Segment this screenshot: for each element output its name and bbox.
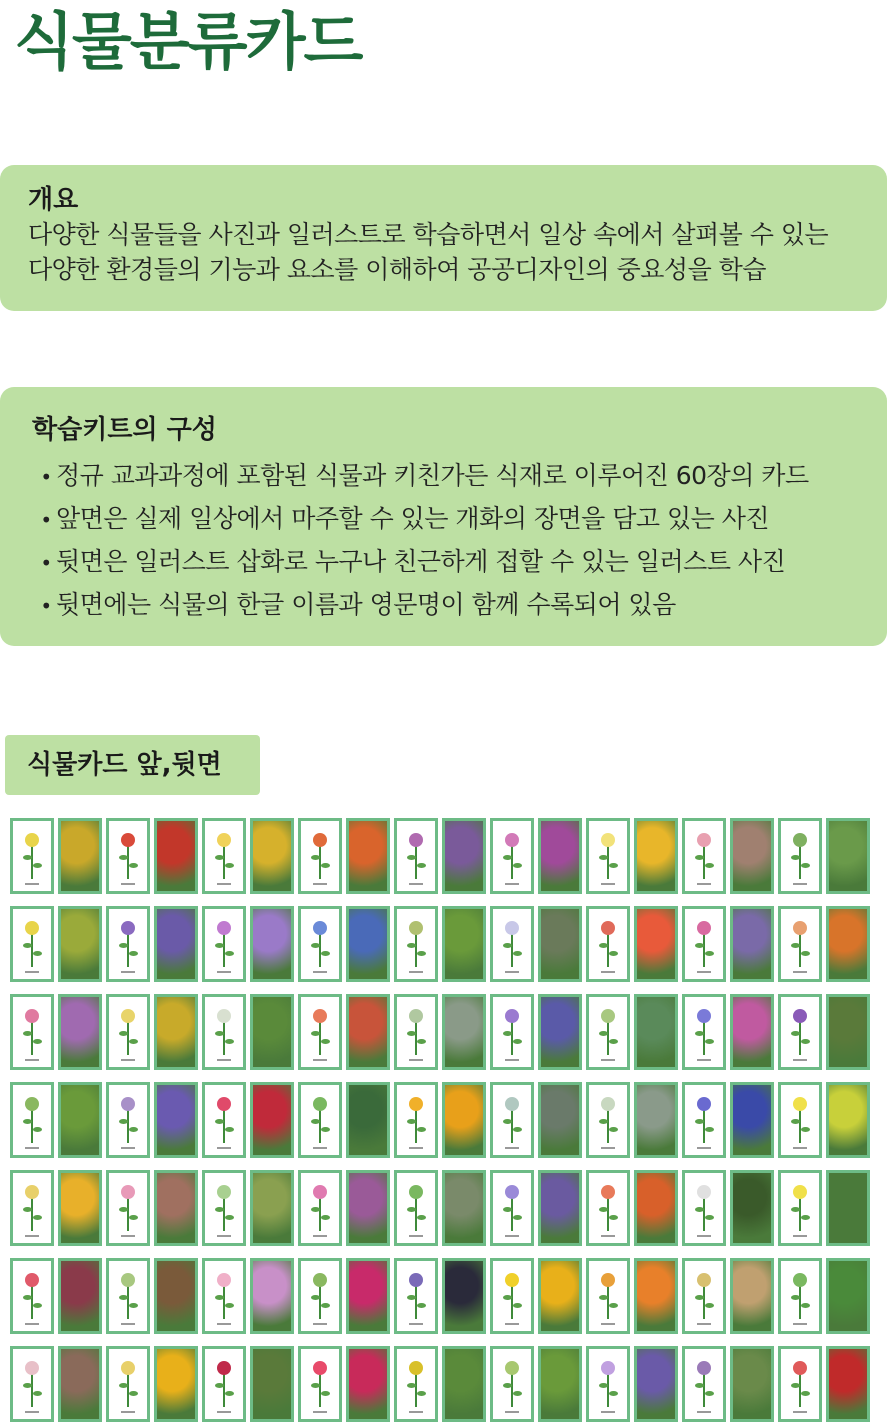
plant-card-photo	[826, 1346, 870, 1422]
plant-card-illustration	[778, 994, 822, 1070]
plant-card-illustration	[586, 906, 630, 982]
plant-card-illustration	[298, 1346, 342, 1422]
plant-card-illustration	[778, 1346, 822, 1422]
plant-card-photo	[826, 818, 870, 894]
plant-card-photo	[154, 994, 198, 1070]
plant-card-photo	[346, 1346, 390, 1422]
plant-card-illustration	[490, 1346, 534, 1422]
plant-card-photo	[58, 818, 102, 894]
plant-card-photo	[250, 1258, 294, 1334]
plant-card-illustration	[202, 1258, 246, 1334]
plant-card-photo	[826, 1258, 870, 1334]
plant-card-photo	[154, 818, 198, 894]
plant-card-photo	[442, 1170, 486, 1246]
plant-card-photo	[442, 1258, 486, 1334]
plant-card-illustration	[394, 1258, 438, 1334]
plant-card-photo	[826, 1082, 870, 1158]
plant-card-illustration	[10, 818, 54, 894]
plant-card-illustration	[586, 994, 630, 1070]
plant-card-photo	[346, 906, 390, 982]
plant-card-photo	[442, 1082, 486, 1158]
plant-card-illustration	[586, 1082, 630, 1158]
plant-card-photo	[634, 994, 678, 1070]
plant-card-illustration	[10, 994, 54, 1070]
plant-card-illustration	[10, 1170, 54, 1246]
plant-card-illustration	[394, 906, 438, 982]
plant-card-illustration	[394, 994, 438, 1070]
plant-card-photo	[250, 1170, 294, 1246]
plant-card-illustration	[682, 1170, 726, 1246]
kit-item-text: 뒷면은 일러스트 삽화로 누구나 친근하게 접할 수 있는 일러스트 사진	[56, 547, 786, 576]
plant-card-illustration	[586, 818, 630, 894]
plant-card-photo	[538, 1258, 582, 1334]
plant-card-illustration	[778, 1082, 822, 1158]
plant-card-illustration	[682, 818, 726, 894]
plant-card-illustration	[490, 1082, 534, 1158]
plant-card-photo	[826, 906, 870, 982]
plant-card-illustration	[490, 1258, 534, 1334]
plant-card-photo	[250, 906, 294, 982]
kit-composition-panel	[0, 387, 887, 646]
kit-item-text: 뒷면에는 식물의 한글 이름과 영문명이 함께 수록되어 있음	[56, 590, 676, 619]
plant-card-photo	[346, 994, 390, 1070]
plant-card-illustration	[202, 1346, 246, 1422]
plant-card-photo	[730, 994, 774, 1070]
plant-card-illustration	[682, 1346, 726, 1422]
plant-card-illustration	[106, 994, 150, 1070]
plant-card-illustration	[490, 1170, 534, 1246]
plant-card-illustration	[202, 994, 246, 1070]
plant-card-photo	[154, 1258, 198, 1334]
plant-card-illustration	[202, 906, 246, 982]
plant-card-photo	[538, 1170, 582, 1246]
plant-card-photo	[730, 1258, 774, 1334]
plant-card-photo	[730, 1346, 774, 1422]
plant-card-photo	[730, 818, 774, 894]
plant-card-illustration	[298, 818, 342, 894]
plant-card-illustration	[298, 1258, 342, 1334]
plant-card-photo	[250, 994, 294, 1070]
plant-card-illustration	[202, 818, 246, 894]
plant-card-illustration	[490, 994, 534, 1070]
plant-card-photo	[346, 1170, 390, 1246]
plant-card-photo	[538, 1346, 582, 1422]
kit-list-item	[36, 584, 887, 627]
plant-card-illustration	[394, 1170, 438, 1246]
plant-card-illustration	[778, 818, 822, 894]
plant-card-illustration	[394, 1346, 438, 1422]
plant-card-illustration	[298, 1170, 342, 1246]
plant-card-illustration	[10, 1258, 54, 1334]
kit-item-text: 앞면은 실제 일상에서 마주할 수 있는 개화의 장면을 담고 있는 사진	[56, 504, 770, 533]
plant-card-photo	[442, 1346, 486, 1422]
plant-card-photo	[538, 994, 582, 1070]
plant-card-photo	[154, 1170, 198, 1246]
overview-heading: 개요	[28, 185, 79, 215]
overview-line: 다양한 식물들을 사진과 일러스트로 학습하면서 일상 속에서 살펴볼 수 있는	[28, 220, 829, 249]
plant-card-illustration	[682, 1258, 726, 1334]
plant-card-illustration	[682, 994, 726, 1070]
plant-card-illustration	[10, 1346, 54, 1422]
plant-card-illustration	[10, 1082, 54, 1158]
plant-card-photo	[154, 1346, 198, 1422]
plant-card-photo	[634, 906, 678, 982]
kit-heading: 학습키트의 구성	[32, 415, 217, 445]
plant-card-photo	[730, 1170, 774, 1246]
plant-card-photo	[58, 1170, 102, 1246]
plant-card-photo	[58, 1346, 102, 1422]
plant-card-illustration	[586, 1258, 630, 1334]
plant-card-photo	[730, 906, 774, 982]
plant-card-illustration	[778, 906, 822, 982]
plant-card-illustration	[490, 818, 534, 894]
bullet-icon: •	[40, 594, 52, 618]
plant-card-illustration	[586, 1170, 630, 1246]
plant-card-photo	[538, 906, 582, 982]
kit-list-item	[36, 498, 887, 541]
kit-list-item	[36, 541, 887, 584]
kit-bullet-list	[36, 455, 887, 627]
plant-card-illustration	[106, 1346, 150, 1422]
plant-card-photo	[250, 1082, 294, 1158]
plant-card-illustration	[394, 1082, 438, 1158]
plant-card-photo	[634, 1258, 678, 1334]
bullet-icon: •	[40, 508, 52, 532]
plant-card-photo	[538, 818, 582, 894]
plant-card-illustration	[586, 1346, 630, 1422]
plant-card-photo	[250, 818, 294, 894]
plant-card-illustration	[106, 1082, 150, 1158]
plant-card-illustration	[682, 1082, 726, 1158]
page-title: 식물분류카드	[14, 5, 362, 78]
kit-list-item	[36, 455, 887, 498]
plant-card-photo	[730, 1082, 774, 1158]
plant-card-illustration	[490, 906, 534, 982]
plant-card-illustration	[298, 906, 342, 982]
plant-card-photo	[538, 1082, 582, 1158]
plant-card-illustration	[298, 994, 342, 1070]
plant-card-photo	[826, 994, 870, 1070]
plant-card-photo	[442, 818, 486, 894]
plant-card-photo	[442, 906, 486, 982]
bullet-icon: •	[40, 465, 52, 489]
plant-card-photo	[634, 1082, 678, 1158]
plant-card-illustration	[298, 1082, 342, 1158]
plant-card-photo	[154, 906, 198, 982]
plant-card-photo	[634, 1170, 678, 1246]
plant-card-photo	[58, 1258, 102, 1334]
kit-item-text: 정규 교과과정에 포함된 식물과 키친가든 식재로 이루어진 60장의 카드	[56, 461, 809, 490]
plant-card-illustration	[394, 818, 438, 894]
overview-panel	[0, 165, 887, 311]
plant-card-illustration	[106, 818, 150, 894]
plant-card-illustration	[778, 1170, 822, 1246]
cards-section-label: 식물카드 앞,뒷면	[5, 735, 260, 795]
plant-card-photo	[826, 1170, 870, 1246]
plant-card-photo	[58, 1082, 102, 1158]
plant-card-photo	[346, 1082, 390, 1158]
plant-card-photo	[58, 906, 102, 982]
plant-card-photo	[634, 818, 678, 894]
plant-card-illustration	[682, 906, 726, 982]
plant-card-illustration	[106, 906, 150, 982]
plant-card-photo	[442, 994, 486, 1070]
overview-line: 다양한 환경들의 기능과 요소를 이해하여 공공디자인의 중요성을 학습	[28, 255, 766, 284]
plant-card-photo	[634, 1346, 678, 1422]
plant-card-photo	[346, 818, 390, 894]
plant-card-photo	[250, 1346, 294, 1422]
plant-card-photo	[154, 1082, 198, 1158]
plant-card-illustration	[106, 1258, 150, 1334]
bullet-icon: •	[40, 551, 52, 575]
plant-card-illustration	[202, 1082, 246, 1158]
plant-card-illustration	[778, 1258, 822, 1334]
plant-card-illustration	[202, 1170, 246, 1246]
plant-card-illustration	[106, 1170, 150, 1246]
plant-card-photo	[58, 994, 102, 1070]
plant-card-illustration	[10, 906, 54, 982]
plant-card-photo	[346, 1258, 390, 1334]
